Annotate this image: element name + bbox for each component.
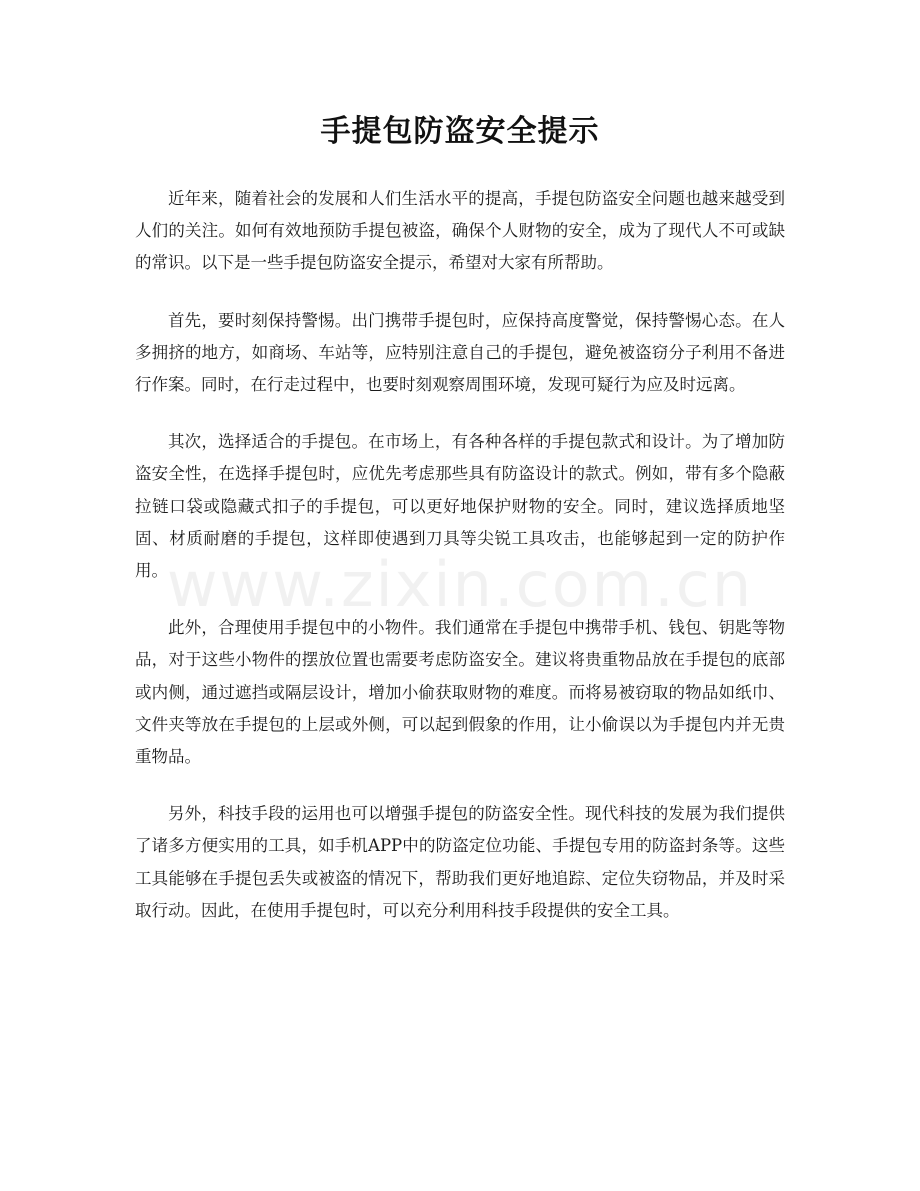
paragraph-intro: 近年来，随着社会的发展和人们生活水平的提高，手提包防盗安全问题也越来越受到人们的关注。如何有效地预防手提包被盗，确保个人财物的安全，成为了现代人不可或缺的常识。以下是一些手提包防盗安全提示，希望对大家有所帮助。: [135, 189, 785, 273]
document-title: 手提包防盗安全提示: [320, 114, 600, 149]
paragraph-choose-bag: 其次，选择适合的手提包。在市场上，有各种各样的手提包款式和设计。为了增加防盗安全性，在选择手提包时，应优先考虑那些具有防盗设计的款式。例如，带有多个隐蔽拉链口袋或隐藏式扣子的手提包，可以更好地保护财物的安全。同时，建议选择质地坚固、材质耐磨的手提包，这样即使遇到刀具等尖锐工具攻击，也能够起到一定的防护作用。: [135, 432, 785, 581]
paragraph-technology: 另外，科技手段的运用也可以增强手提包的防盗安全性。现代科技的发展为我们提供了诸多方便实用的工具，如手机APP中的防盗定位功能、手提包专用的防盗封条等。这些工具能够在手提包丢失或被盗的情况下，帮助我们更好地追踪、定位失窃物品，并及时采取行动。因此，在使用手提包时，可以充分利用科技手段提供的安全工具。: [135, 804, 785, 920]
paragraph-small-items: 此外，合理使用手提包中的小物件。我们通常在手提包中携带手机、钱包、钥匙等物品，对于这些小物件的摆放位置也需要考虑防盗安全。建议将贵重物品放在手提包的底部或内侧，通过遮挡或隔层设计，增加小偷获取财物的难度。而将易被窃取的物品如纸巾、文件夹等放在手提包的上层或外侧，可以起到假象的作用，让小偷误以为手提包内并无贵重物品。: [135, 618, 785, 767]
watermark: www.zixin.com.cn: [166, 548, 754, 621]
document-body: [135, 183, 785, 952]
paragraph-stay-alert: 首先，要时刻保持警惕。出门携带手提包时，应保持高度警觉，保持警惕心态。在人多拥挤的地方，如商场、车站等，应特别注意自己的手提包，避免被盗窃分子利用不备进行作案。同时，在行走过程中，也要时刻观察周围环境，发现可疑行为应及时远离。: [135, 310, 785, 395]
